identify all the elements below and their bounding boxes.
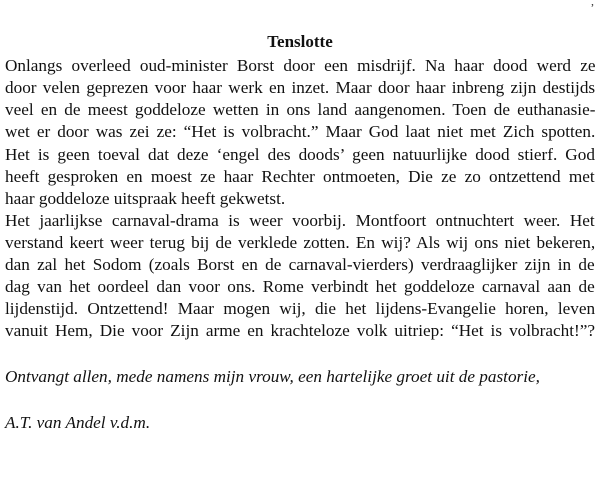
text-line: haar goddeloze uitspraak heeft gekwetst. xyxy=(5,189,286,208)
text-line: Het is geen toeval dat deze ‘engel des doods’ geen natuurlijke dood stierf. God xyxy=(5,145,595,164)
text-line: Het jaarlijkse carnaval-drama is weer voorbij. Montfoort ontnuchtert weer. Het xyxy=(5,211,595,230)
article-title: Tenslotte xyxy=(267,32,333,51)
corner-mark: , xyxy=(591,0,594,8)
text-line: heeft gesproken en moest ze haar Rechter ontmoeten, Die ze zo ontzettend met xyxy=(5,167,595,186)
text-line: lijdenstijd. Ontzettend! Maar mogen wij, die het lijdens-Evangelie horen, leven xyxy=(5,299,596,318)
text-line: door velen geprezen voor haar werk en inzet. Maar door haar inbreng zijn destijds xyxy=(5,78,596,97)
text-line: dan zal het Sodom (zoals Borst en de carnaval-vierders) verdraaglijker zijn in de xyxy=(5,255,595,274)
signature: A.T. van Andel v.d.m. xyxy=(5,413,151,432)
text-line: wet er door was zei ze: “Het is volbracht.” Maar God laat niet met Zich spotten. xyxy=(5,122,596,141)
text-line: veel en de meest goddeloze wetten in ons land aangenomen. Toen de euthanasie- xyxy=(5,100,596,119)
text-line: vanuit Hem, Die voor Zijn arme en krachteloze volk uitriep: “Het is volbracht!”? xyxy=(5,321,595,340)
closing-greeting: Ontvangt allen, mede namens mijn vrouw, een hartelijke groet uit de pastorie, xyxy=(5,367,540,386)
text-line: verstand keert weer terug bij de verklede zotten. En wij? Als wij ons niet bekeren, xyxy=(5,233,596,252)
text-line: dag van het oordeel dan voor ons. Rome verbindt het goddeloze carnaval aan de xyxy=(5,277,595,296)
text-line: Onlangs overleed oud-minister Borst door een misdrijf. Na haar dood werd ze xyxy=(5,56,596,75)
